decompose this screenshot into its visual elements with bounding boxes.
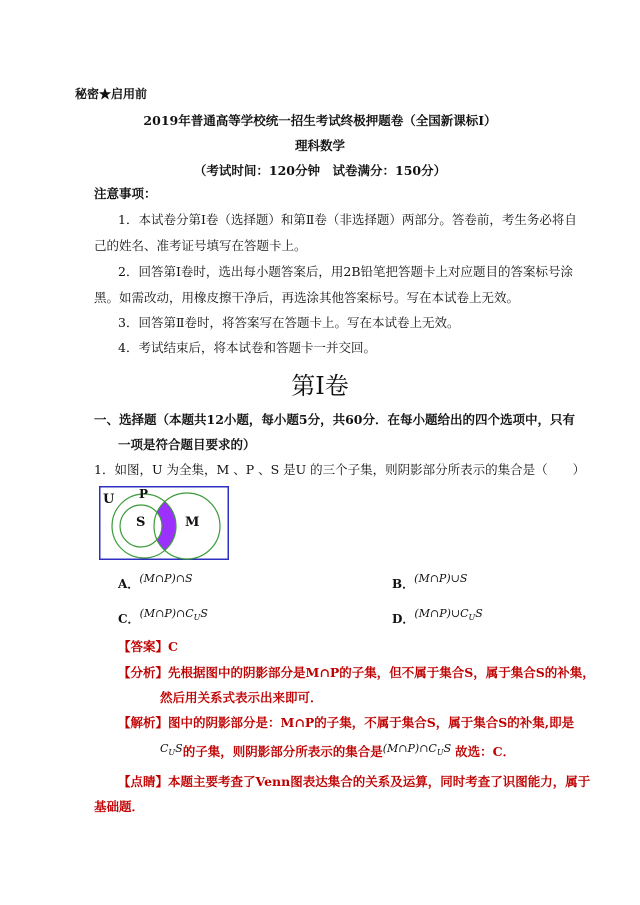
explain-text-1: 图中的阴影部分是：M∩P的子集，不属于集合S，属于集合S的补集,即是 bbox=[168, 715, 575, 730]
option-a-expr: (M∩P)∩S bbox=[139, 572, 193, 585]
option-d[interactable] bbox=[392, 608, 483, 628]
explain-mid: 的子集，则阴影部分所表示的集合是 bbox=[182, 744, 383, 759]
notice-item-1a: 1．本试卷分第Ⅰ卷（选择题）和第Ⅱ卷（非选择题）两部分。答卷前，考生务必将自 bbox=[118, 212, 577, 227]
option-d-letter: D． bbox=[392, 612, 415, 626]
subject-title: 理科数学 bbox=[294, 138, 345, 153]
label-u: U bbox=[103, 492, 115, 507]
explain-c: C bbox=[160, 742, 169, 755]
notice-item-2a: 2．回答第Ⅰ卷时，选出每小题答案后，用2B铅笔把答题卡上对应题目的答案标号涂 bbox=[118, 264, 574, 279]
section-heading-line2: 一项是符合题目要求的） bbox=[118, 437, 256, 452]
time-info: （考试时间：120分钟 试卷满分：150分） bbox=[193, 163, 447, 178]
explain-s: S bbox=[175, 742, 183, 755]
exam-title: 2019年普通高等学校统一招生考试终极押题卷（全国新课标I） bbox=[143, 113, 497, 128]
notice-item-1b: 己的姓名、准考证号填写在答题卡上。 bbox=[94, 238, 307, 253]
option-b[interactable] bbox=[392, 573, 467, 592]
answer-tag: 【答案】 bbox=[118, 639, 169, 654]
explain-end: 故选：C． bbox=[455, 744, 516, 759]
notice-heading: 注意事项： bbox=[94, 186, 157, 201]
option-c-tail: S bbox=[200, 607, 208, 620]
analysis-text-1: 先根据图中的阴影部分是M∩P的子集，但不属于集合S，属于集合S的补集， bbox=[168, 665, 595, 680]
comment-text-1: 本题主要考查了Venn图表达集合的关系及运算，同时考查了识图能力，属于 bbox=[168, 774, 591, 789]
section-heading-line1: 一、选择题（本题共12小题，每小题5分，共60分．在每小题给出的四个选项中，只有 bbox=[94, 412, 575, 427]
analysis-line2: 然后用关系式表示出来即可． bbox=[160, 690, 323, 705]
option-a[interactable] bbox=[118, 573, 193, 592]
explain-line2 bbox=[160, 742, 515, 761]
answer-value: C bbox=[168, 639, 178, 654]
option-c-letter: C． bbox=[118, 612, 140, 626]
explain-expr-tail: S bbox=[443, 742, 452, 755]
option-d-tail: S bbox=[475, 607, 483, 620]
explain-line1 bbox=[118, 713, 574, 731]
comment-tag: 【点睛】 bbox=[118, 774, 169, 789]
option-c[interactable] bbox=[118, 608, 208, 628]
explain-tag: 【解析】 bbox=[118, 715, 169, 730]
answer-line bbox=[118, 637, 178, 655]
part-title: 第Ⅰ卷 bbox=[291, 372, 349, 400]
explain-c-sub: U bbox=[168, 748, 176, 758]
analysis-line1 bbox=[118, 663, 595, 681]
label-p: P bbox=[139, 487, 149, 501]
question-stem: 1．如图，U 为全集，M 、P 、S 是U 的三个子集，则阴影部分所表示的集合是（ ） bbox=[94, 462, 586, 477]
label-s: S bbox=[136, 515, 146, 530]
option-c-expr: (M∩P)∩C bbox=[139, 607, 194, 620]
option-b-letter: B． bbox=[392, 577, 415, 591]
analysis-tag: 【分析】 bbox=[118, 665, 169, 680]
option-a-letter: A． bbox=[118, 577, 140, 591]
comment-line1 bbox=[118, 772, 590, 790]
notice-item-2b: 黑。如需改动，用橡皮擦干净后，再选涂其他答案标号。写在本试卷上无效。 bbox=[94, 290, 520, 305]
notice-item-4: 4．考试结束后，将本试卷和答题卡一并交回。 bbox=[118, 340, 376, 355]
label-m: M bbox=[185, 515, 200, 530]
explain-expr-sub: U bbox=[436, 748, 444, 758]
explain-expr: (M∩P)∩C bbox=[382, 742, 437, 755]
option-b-expr: (M∩P)∪S bbox=[414, 572, 468, 585]
option-d-expr: (M∩P)∪C bbox=[414, 607, 469, 620]
option-d-sub: U bbox=[468, 613, 476, 623]
notice-item-3: 3．回答第Ⅱ卷时，将答案写在答题卡上。写在本试卷上无效。 bbox=[118, 315, 460, 330]
comment-line2: 基础题． bbox=[94, 799, 145, 814]
venn-diagram bbox=[99, 486, 229, 560]
secret-label: 秘密★启用前 bbox=[75, 87, 148, 101]
option-c-sub: U bbox=[193, 613, 201, 623]
